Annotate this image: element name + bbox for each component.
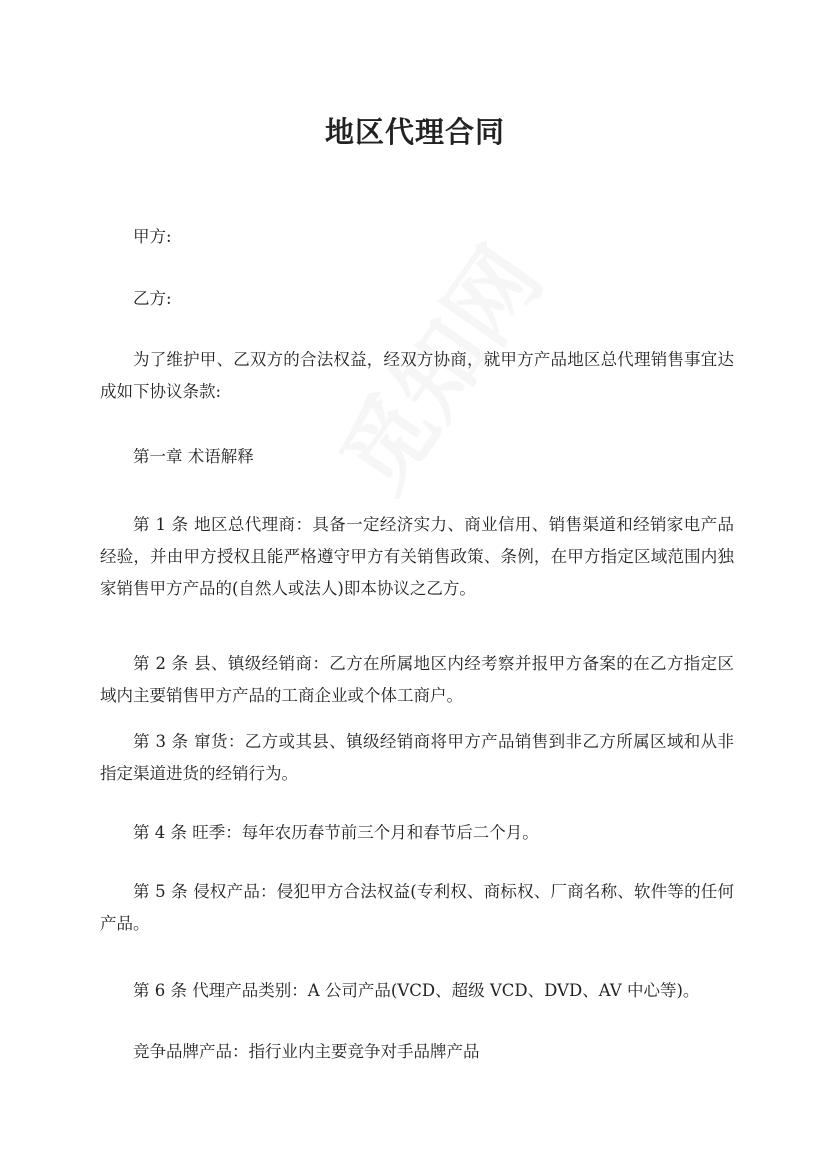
- article-1: 第 1 条 地区总代理商：具备一定经济实力、商业信用、销售渠道和经销家电产品经验，并由甲方授权且能严格遵守甲方有关销售政策、条例，在甲方指定区域范围内独家销售甲方产品的(自然人或法人)即本协议之乙方。: [100, 515, 734, 598]
- preamble-paragraph: 为了维护甲、乙双方的合法权益，经双方协商，就甲方产品地区总代理销售事宜达成如下协议条款:: [100, 350, 734, 401]
- article-3: 第 3 条 窜货：乙方或其县、镇级经销商将甲方产品销售到非乙方所属区域和从非指定渠道进货的经销行为。: [100, 732, 734, 783]
- party-a-line: 甲方:: [133, 227, 172, 246]
- article-5: 第 5 条 侵权产品：侵犯甲方合法权益(专利权、商标权、厂商名称、软件等的任何产品。: [100, 882, 734, 933]
- competing-brand-definition: 竞争品牌产品：指行业内主要竞争对手品牌产品: [133, 1042, 480, 1061]
- party-b-line: 乙方:: [133, 289, 172, 308]
- document-title: 地区代理合同: [324, 115, 505, 149]
- article-6: 第 6 条 代理产品类别：A 公司产品(VCD、超级 VCD、DVD、AV 中心等)。: [133, 981, 700, 1000]
- article-2: 第 2 条 县、镇级经销商：乙方在所属地区内经考察并报甲方备案的在乙方指定区域内主要销售甲方产品的工商企业或个体工商户。: [100, 654, 734, 705]
- article-4: 第 4 条 旺季：每年农历春节前三个月和春节后二个月。: [133, 823, 539, 842]
- chapter-heading: 第一章 术语解释: [133, 447, 254, 466]
